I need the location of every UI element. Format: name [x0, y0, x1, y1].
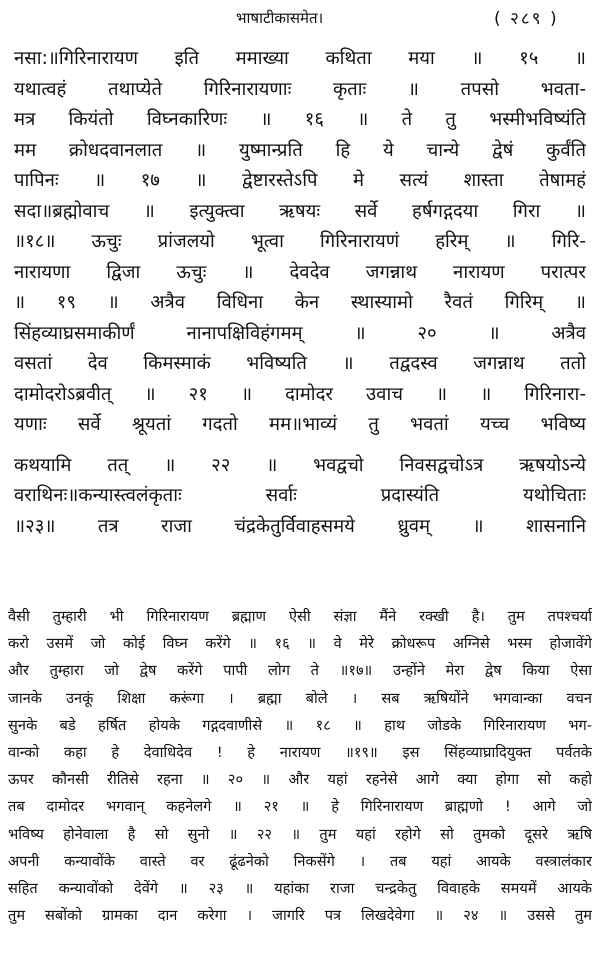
verse-line: यथात्वहं तथाप्येते गिरिनारायणाः कृताः ॥ तपसो भवता-	[14, 78, 586, 100]
verse-line: सदा॥ब्रह्मोवाच ॥ इत्युक्त्वा ऋषयः सर्वे हर्षगद्गदया गिरा ॥	[14, 200, 586, 222]
verse-line: पापिनः ॥ १७ ॥ द्वेष्टारस्तेऽपि मे सत्यं शास्ता तेषामहं	[14, 170, 586, 191]
translation-line: और तुम्हारा जो द्वेष करेंगे पापी लोग ते ॥१७॥ उन्होंने मेरा द्वेष किया ऐसा	[8, 662, 592, 680]
verse-line: मम क्रोधदवानलात ॥ युष्मान्प्रति हि ये चान्ये द्वेषं कुर्वंति	[14, 139, 586, 161]
translation-line: सुनके बडे हर्षित होयके गद्गदवाणीसे ॥ १८ ॥ हाथ जोडके गिरिनारायण भग-	[8, 716, 592, 734]
verse-line: वसतां देव किमस्माकं भविष्यति ॥ तद्वदस्व जगन्नाथ ततो	[14, 353, 586, 374]
verse-line: मत्र कियंतो विघ्नकारिणः ॥ १६ ॥ ते तु भस्मीभविष्यंति	[14, 109, 586, 130]
translation-line: भविष्य होनेवाला है सो सुनो ॥ २२ ॥ तुम यहां रहोगे सो तुमको दूसरे ऋषि	[8, 825, 592, 843]
page-number: ( २८९ )	[494, 9, 559, 29]
hindi-translation-block	[8, 603, 592, 929]
sanskrit-verse-block	[14, 44, 586, 542]
translation-line: वान्को कहा हे देवाधिदेव ! हे नारायण ॥१९॥ इस सिंहव्याघ्रादियुक्त पर्वतके	[8, 743, 592, 761]
verse-line: वराथिनः॥कन्यास्त्वलंकृताः सर्वाः प्रदास्यंति यथोचिताः	[14, 485, 586, 506]
translation-line: करो उसमें जो कोई विघ्न करेंगे ॥ १६ ॥ वे मेरे क्रोधरूप अग्निसे भस्म होजावेंगे	[8, 635, 592, 653]
verse-line: ॥१८॥ ऊचुः प्रांजलयो भूत्वा गिरिनारायणं हरिम् ॥ गिरि-	[14, 231, 586, 252]
page-header	[0, 0, 600, 40]
verse-line: कथयामि तत् ॥ २२ ॥ भवद्वचो निवसद्वचोऽत्र ऋषयोऽन्ये	[14, 454, 586, 476]
translation-line: ऊपर कौनसी रीतिसे रहना ॥ २० ॥ और यहां रहनेसे आगे क्या होगा सो कहो	[8, 771, 592, 789]
translation-line: सहित कन्यावोंको देवेंगे ॥ २३ ॥ यहांका राजा चन्द्रकेतु विवाहके समयमें आयके	[8, 879, 592, 897]
translation-line: वैसी तुम्हारी भी गिरिनारायण ब्रह्माण ऐसी संज्ञा मैंने रक्खी है। तुम तपश्चर्या	[8, 608, 592, 625]
verse-line: नारायणा द्विजा ऊचुः ॥ देवदेव जगन्नाथ नारायण परात्पर	[14, 261, 586, 283]
translation-line: तब दामोदर भगवान् कहनेलगे ॥ २१ ॥ हे गिरिनारायण ब्राह्मणो ! आगे जो	[8, 798, 592, 816]
verse-line: ॥ १९ ॥ अत्रैव विधिना केन स्थास्यामो रैवतं गिरिम् ॥	[14, 292, 586, 313]
verse-line: ॥२३॥ तत्र राजा चंद्रकेतुर्विवाहसमये ध्रुवम् ॥ शासनानि	[14, 515, 586, 537]
translation-line: जानके उनकूं शिक्षा करूंगा । ब्रह्मा बोले । सब ऋषियोंने भगवान्का वचन	[8, 689, 592, 707]
translation-line: अपनी कन्यावोंके वास्ते वर ढूंढनेको निकसेंगे । तब यहां आयके वस्त्रालंकार	[8, 852, 592, 870]
verse-line: सिंहव्याघ्रसमाकीर्णं नानापक्षिविहंगमम् ॥ २० ॥ अत्रैव	[14, 322, 586, 344]
verse-line: नसा:॥गिरिनारायण इति ममाख्या कथिता मया ॥ १५ ॥	[14, 48, 586, 69]
running-title: भाषाटीकासमेत।	[236, 9, 324, 27]
verse-line: यणाः सर्वे श्रूयतां गदतो मम॥भाव्यं तु भवतां यच्च भविष्य	[14, 414, 586, 435]
translation-line: तुम सबोंको ग्रामका दान करेगा । जागरि पत्र लिखदेवेगा ॥ २४ ॥ उससे तुम	[8, 907, 592, 925]
verse-line: दामोदरोऽब्रवीत् ॥ २१ ॥ दामोदर उवाच ॥ ॥ गिरिनारा-	[14, 383, 586, 405]
